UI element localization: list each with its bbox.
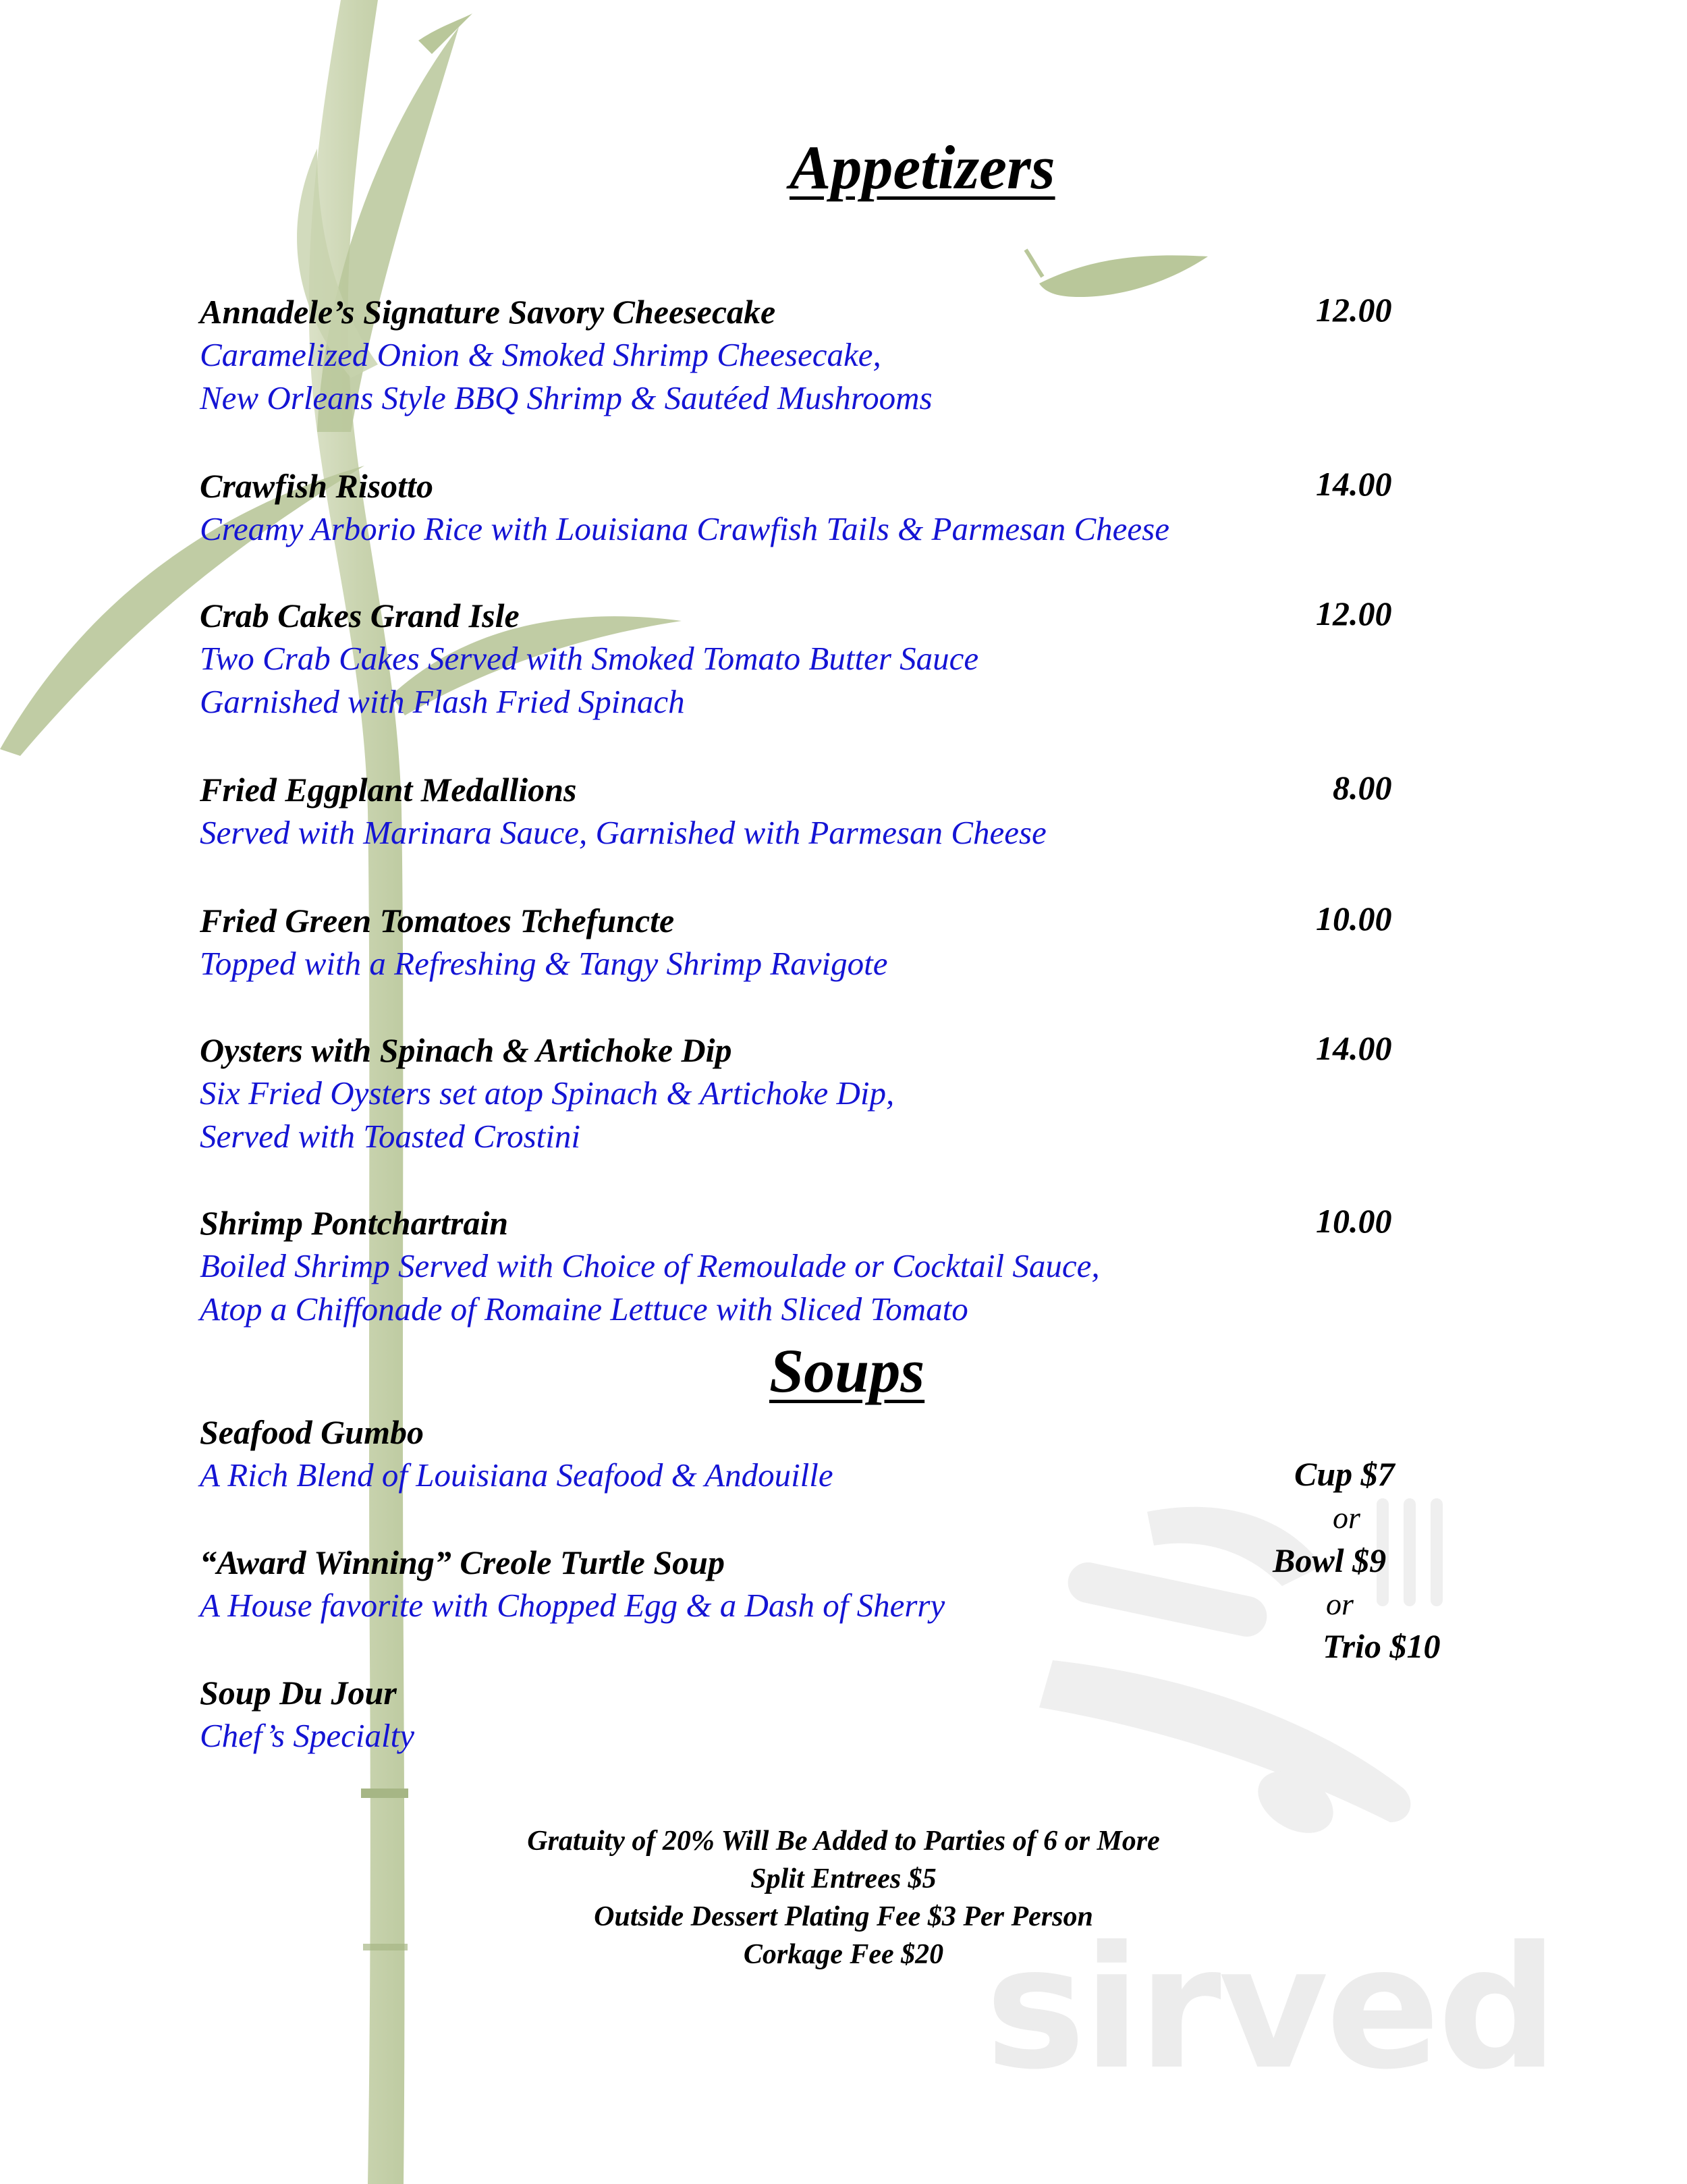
menu-item — [200, 1411, 1414, 1497]
item-name: Annadele’s Signature Savory Cheesecake — [200, 293, 776, 331]
note-corkage-fee: Corkage Fee $20 — [743, 1939, 944, 1970]
item-name: Fried Eggplant Medallions — [200, 771, 577, 809]
item-name: Oysters with Spinach & Artichoke Dip — [200, 1031, 732, 1069]
policy-notes — [0, 1822, 1687, 1973]
item-price: 12.00 — [1316, 291, 1392, 329]
menu-item — [200, 1029, 1414, 1158]
menu-item — [200, 290, 1414, 420]
item-price: 8.00 — [1333, 769, 1392, 807]
item-name: Fried Green Tomatoes Tchefuncte — [200, 902, 675, 939]
soup-price-bowl: Bowl $9 — [1273, 1541, 1387, 1579]
menu-item — [200, 1541, 1414, 1627]
item-description: Creamy Arborio Rice with Louisiana Crawfish Tails & Parmesan Cheese — [200, 510, 1169, 547]
item-description: Caramelized Onion & Smoked Shrimp Cheesecake, — [200, 336, 881, 373]
item-price: 10.00 — [1316, 900, 1392, 937]
item-description: Topped with a Refreshing & Tangy Shrimp Ravigote — [200, 945, 888, 982]
item-price: 14.00 — [1316, 465, 1392, 503]
note-gratuity: Gratuity of 20% Will Be Added to Parties of 6 or More — [527, 1826, 1160, 1857]
menu-item — [200, 464, 1414, 551]
item-price: 14.00 — [1316, 1029, 1392, 1067]
bamboo-leaf — [1026, 250, 1043, 277]
item-description: Six Fried Oysters set atop Spinach & Artichoke Dip, — [200, 1074, 895, 1112]
item-description: Served with Marinara Sauce, Garnished with Parmesan Cheese — [200, 814, 1047, 851]
item-name: Shrimp Pontchartrain — [200, 1204, 509, 1242]
item-description: Atop a Chiffonade of Romaine Lettuce with Sliced Tomato — [200, 1290, 968, 1328]
item-description: Garnished with Flash Fried Spinach — [200, 683, 685, 720]
item-description: Boiled Shrimp Served with Choice of Remoulade or Cocktail Sauce, — [200, 1247, 1100, 1284]
soup-price-cup: Cup $7 — [1294, 1455, 1395, 1493]
soup-price-trio: Trio $10 — [1323, 1627, 1441, 1665]
soup-price-or: or — [1333, 1500, 1360, 1535]
item-description: A Rich Blend of Louisiana Seafood & Andouille — [200, 1456, 833, 1494]
menu-item — [200, 768, 1414, 854]
item-description: Served with Toasted Crostini — [200, 1118, 581, 1155]
item-name: Crab Cakes Grand Isle — [200, 597, 520, 634]
item-price: 10.00 — [1316, 1202, 1392, 1240]
item-name: “Award Winning” Creole Turtle Soup — [200, 1544, 725, 1581]
menu-item — [200, 1671, 1414, 1757]
watermark-text: sirved — [985, 1910, 1556, 2106]
item-description: Two Crab Cakes Served with Smoked Tomato Butter Sauce — [200, 640, 979, 677]
note-split-entrees: Split Entrees $5 — [750, 1863, 937, 1894]
item-description: A House favorite with Chopped Egg & a Dash of Sherry — [200, 1587, 945, 1624]
stalk-node — [361, 1789, 408, 1798]
appetizers-title: Appetizers — [790, 133, 1055, 202]
item-price: 12.00 — [1316, 595, 1392, 632]
item-description: Chef’s Specialty — [200, 1717, 414, 1754]
item-name: Crawfish Risotto — [200, 467, 433, 505]
item-description: New Orleans Style BBQ Shrimp & Sautéed Mushrooms — [200, 379, 933, 416]
note-dessert-fee: Outside Dessert Plating Fee $3 Per Person — [594, 1901, 1093, 1932]
item-name: Soup Du Jour — [200, 1674, 397, 1712]
soup-price-or: or — [1326, 1587, 1354, 1621]
soups-title: Soups — [769, 1336, 925, 1405]
menu-item — [200, 1201, 1414, 1331]
item-name: Seafood Gumbo — [200, 1413, 424, 1451]
menu-item — [200, 899, 1414, 985]
menu-item — [200, 594, 1414, 724]
